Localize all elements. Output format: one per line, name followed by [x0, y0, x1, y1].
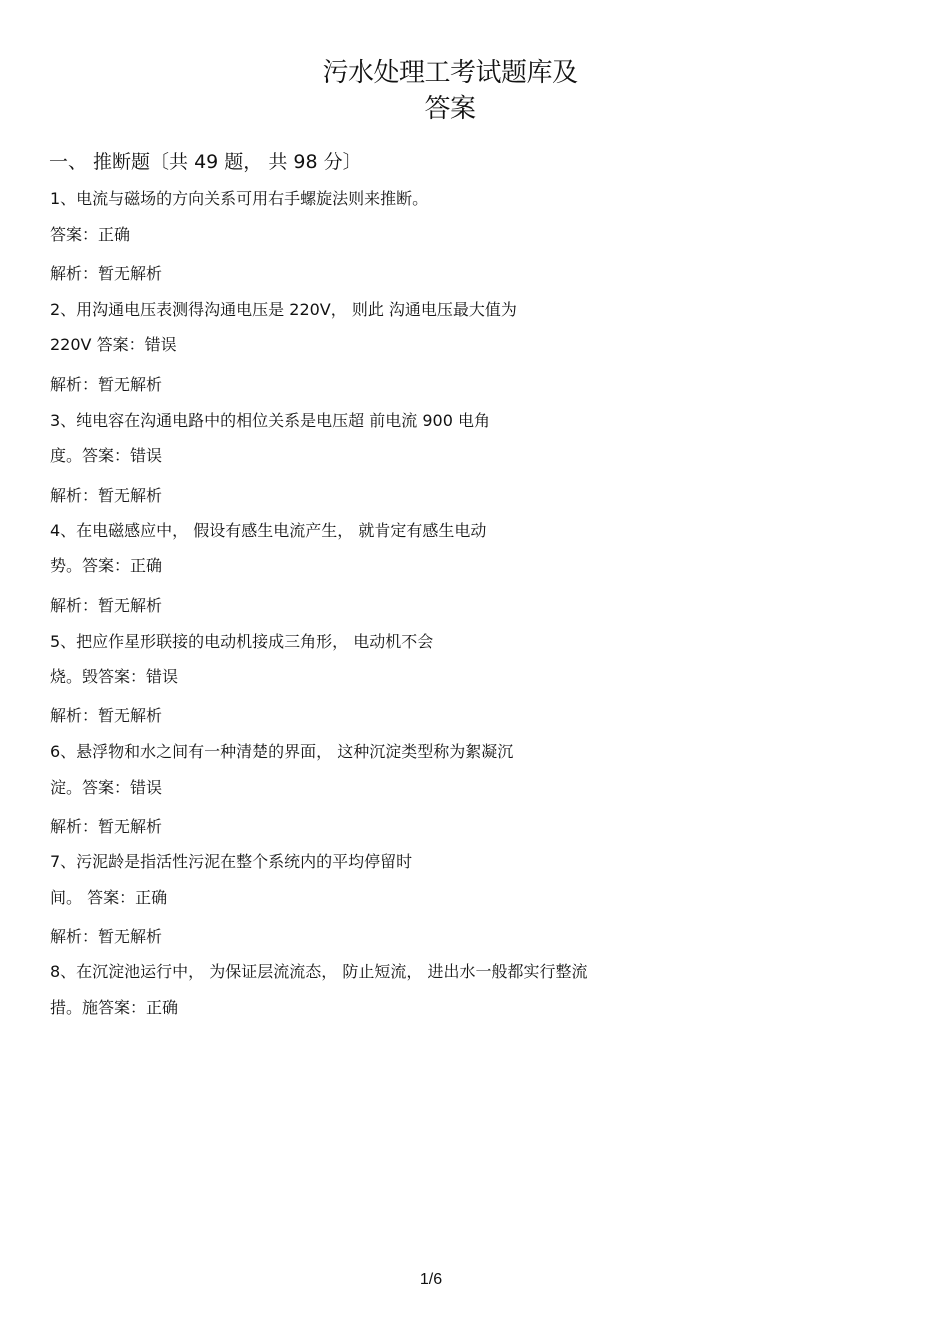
question-answer-text: 间。 答案：正确: [50, 888, 168, 907]
question-text: 8、在沉淀池运行中， 为保证层流流态， 防止短流， 进出水一般都实行整流: [50, 962, 588, 981]
question-answer-text: 措。施答案：正确: [50, 998, 179, 1017]
question-text: 5、把应作星形联接的电动机接成三角形， 电动机不会: [50, 632, 434, 651]
question-text: 6、悬浮物和水之间有一种清楚的界面， 这种沉淀类型称为絮凝沉: [50, 742, 514, 761]
analysis-text: 解析：暂无解析: [50, 817, 163, 836]
analysis-text: 解析：暂无解析: [50, 375, 163, 394]
document-title: 污水处理工考试题库及: [322, 58, 578, 88]
question-answer-text: 势。答案：正确: [50, 556, 163, 575]
question-text: 1、电流与磁场的方向关系可用右手螺旋法则来推断。: [50, 189, 429, 208]
question-answer-text: 烧。毁答案：错误: [50, 667, 179, 686]
page-number: 1/6: [419, 1271, 443, 1288]
question-answer-text: 淀。答案：错误: [50, 778, 163, 797]
document-title-continued: 答案: [424, 94, 476, 124]
analysis-text: 解析：暂无解析: [50, 927, 163, 946]
question-text: 7、污泥龄是指活性污泥在整个系统内的平均停留时: [50, 852, 413, 871]
question-text: 4、在电磁感应中， 假设有感生电流产生， 就肯定有感生电动: [50, 521, 487, 540]
analysis-text: 解析：暂无解析: [50, 706, 163, 725]
section-heading: 一、 推断题〔共 49 题， 共 98 分〕: [49, 151, 362, 173]
question-answer-text: 度。答案：错误: [50, 446, 163, 465]
question-text: 2、用沟通电压表测得沟通电压是 220V， 则此 沟通电压最大值为: [50, 300, 517, 319]
question-text: 3、纯电容在沟通电路中的相位关系是电压超 前电流 900 电角: [50, 411, 490, 430]
analysis-text: 解析：暂无解析: [50, 264, 163, 283]
answer-text: 答案：正确: [50, 225, 131, 244]
analysis-text: 解析：暂无解析: [50, 596, 163, 615]
question-answer-text: 220V 答案：错误: [50, 335, 177, 354]
analysis-text: 解析：暂无解析: [50, 486, 163, 505]
